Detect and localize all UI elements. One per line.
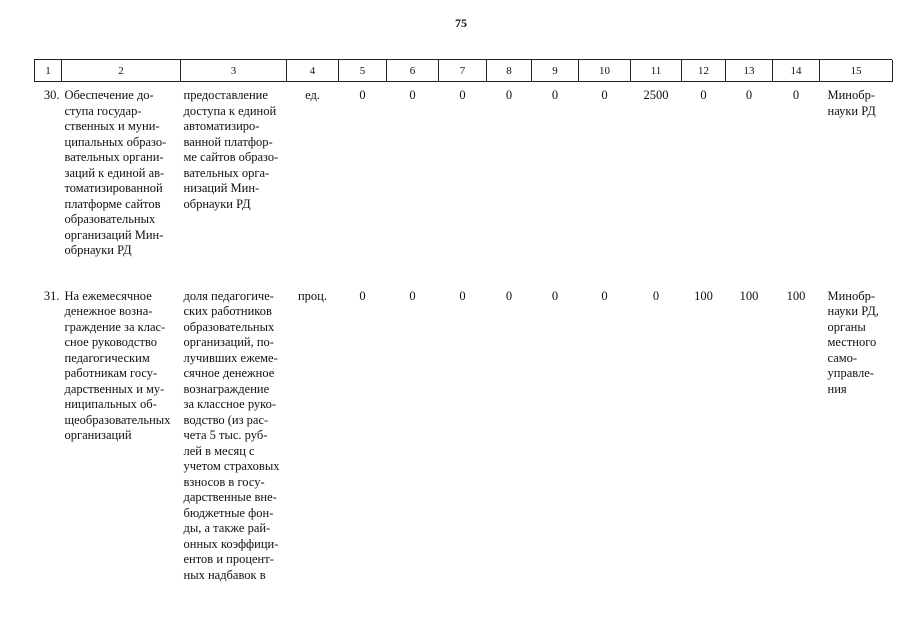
value-cell-5: 0	[359, 288, 366, 303]
col-header-10: 10	[579, 60, 631, 82]
value-cell-14: 100	[786, 288, 806, 303]
col-header-1: 1	[35, 60, 62, 82]
responsible-cell: Минобр- науки РД	[827, 88, 876, 118]
value-cell-6: 0	[409, 88, 416, 102]
value-cell-14: 0	[792, 88, 800, 102]
col-header-15: 15	[820, 60, 893, 82]
table-row-31	[35, 289, 893, 584]
col-header-13: 13	[726, 60, 773, 82]
value-cell-8: 0	[505, 288, 513, 303]
unit-cell: ед.	[305, 88, 320, 102]
table-row-30	[35, 88, 893, 259]
col-header-11: 11	[631, 60, 682, 82]
value-cell-7: 0	[459, 288, 466, 303]
column-header-row	[35, 60, 893, 82]
value-cell-10: 0	[601, 88, 608, 102]
value-cell-13: 0	[745, 88, 753, 102]
description-text: доля педагогиче- ских работников образовательных организаций, по- лучивших ежеме- сячное денежное вознаграждение за классное руко- водство (из рас- чета 5 тыс. руб- лей в месяц с учетом страховых взносов в госу- дарственные вне- бюджетные фон- ды, а также рай- онных коэффици- ентов и процент- ных надбавок в	[183, 288, 280, 582]
col-header-3: 3	[181, 60, 287, 82]
indicator-table	[34, 60, 893, 583]
col-header-14: 14	[773, 60, 820, 82]
value-cell-10: 0	[601, 288, 608, 303]
value-cell-5: 0	[359, 88, 366, 102]
row-number: 31.	[43, 288, 60, 303]
col-header-6: 6	[387, 60, 439, 82]
indicator-text: Обеспечение до- ступа государ- ственных и муни- ципальных образо- вательных органи- заций к единой ав- томатизированной платформе сайтов образовательных организаций Мин- обрнауки РД	[64, 88, 167, 257]
value-cell-7: 0	[459, 88, 466, 102]
col-header-12: 12	[682, 60, 726, 82]
col-header-4: 4	[287, 60, 339, 82]
value-cell-12: 0	[700, 88, 707, 102]
col-header-9: 9	[532, 60, 579, 82]
unit-cell: проц.	[297, 288, 327, 303]
value-cell-6: 0	[409, 288, 416, 303]
value-cell-11: 0	[652, 288, 660, 303]
col-header-5: 5	[339, 60, 387, 82]
value-cell-13: 100	[739, 288, 759, 303]
value-cell-12: 100	[694, 288, 713, 303]
value-cell-9: 0	[551, 88, 559, 102]
responsible-cell: Минобр- науки РД, органы местного само- управле- ния	[827, 288, 879, 396]
value-cell-11: 2500	[643, 88, 669, 102]
col-header-7: 7	[439, 60, 487, 82]
row-number: 30.	[43, 88, 60, 102]
col-header-2: 2	[62, 60, 181, 82]
value-cell-9: 0	[551, 288, 559, 303]
page-number: 75	[455, 16, 467, 30]
indicator-text: На ежемесячное денежное возна- граждение за клас- сное руководство педагогическим работникам госу- дарственных и му- ниципальных об- щеобразовательных организаций	[64, 288, 171, 442]
value-cell-8: 0	[505, 88, 513, 102]
description-text: предоставление доступа к единой автоматизиро- ванной платфор- ме сайтов образо- вательных орга- низаций Мин- обрнауки РД	[183, 88, 279, 211]
col-header-8: 8	[487, 60, 532, 82]
